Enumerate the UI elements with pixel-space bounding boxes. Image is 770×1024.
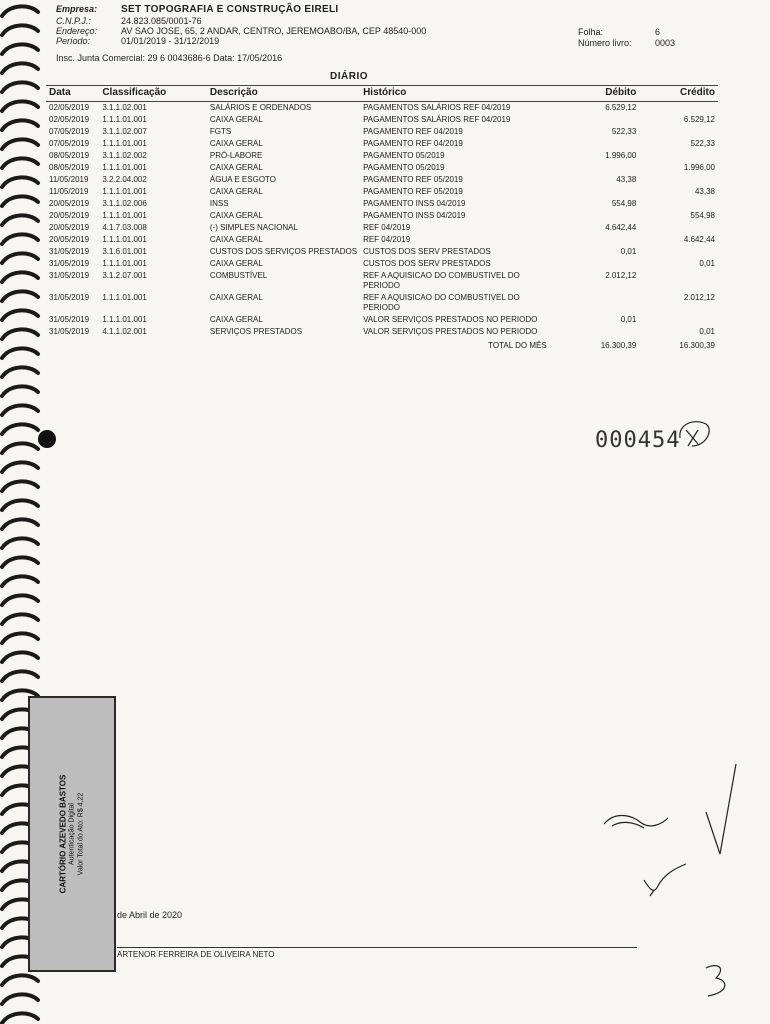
table-row (46, 210, 718, 222)
cell-historico: PAGAMENTO REF 04/2019 (363, 127, 463, 136)
junta-comercial: Insc. Junta Comercial: 29 6 0043686-6 Data: 17/05/2016 (56, 53, 283, 63)
total-credito: 16.300,39 (679, 341, 715, 350)
col-data: Data (46, 86, 99, 102)
spiral-coil (2, 405, 38, 415)
cell-classificacao: 1.1.1.01.001 (102, 293, 147, 302)
spiral-coil (2, 6, 38, 16)
cell-credito (639, 102, 718, 115)
spiral-coil (2, 63, 38, 73)
cell-descricao: CAIXA GERAL (209, 163, 263, 172)
footer-notary: ARTENOR FERREIRA DE OLIVEIRA NETO (117, 947, 637, 959)
spiral-coil (2, 481, 38, 491)
cell-historico: REF 04/2019 (363, 223, 411, 232)
cell-debito: 4.642,44 (605, 223, 637, 232)
table-row (46, 186, 718, 198)
cell-descricao: CUSTOS DOS SERVIÇOS PRESTADOS (209, 247, 358, 256)
cell-historico: REF A AQUISICAO DO COMBUSTIVEL DO PERIODO (363, 293, 520, 312)
spiral-coil (2, 614, 38, 624)
spiral-coil (2, 424, 38, 434)
cell-data: 20/05/2019 (49, 235, 90, 244)
cell-classificacao: 1.1.1.01.001 (102, 315, 147, 324)
cell-classificacao: 1.1.1.01.001 (102, 163, 147, 172)
cell-historico: PAGAMENTO INSS 04/2019 (363, 211, 466, 220)
authentication-seal-text (59, 700, 86, 968)
spiral-coil (2, 519, 38, 529)
spiral-coil (2, 500, 38, 510)
cell-descricao: FGTS (209, 127, 232, 136)
spiral-coil (2, 443, 38, 453)
cell-descricao: ÁGUA E ESGOTO (209, 175, 276, 184)
spiral-coil (2, 196, 38, 206)
cell-classificacao: 3.2.2.04.002 (102, 175, 147, 184)
cell-historico: PAGAMENTO INSS 04/2019 (363, 199, 466, 208)
spiral-coil (2, 158, 38, 168)
periodo-label: Período: (56, 36, 91, 46)
handwritten-digit-icon (700, 960, 734, 1000)
table-row (46, 150, 718, 162)
cell-debito: 6.529,12 (605, 103, 637, 112)
total-label: TOTAL DO MÊS (488, 341, 547, 350)
cell-descricao: INSS (209, 199, 229, 208)
cell-data: 11/05/2019 (49, 175, 89, 184)
cell-historico: PAGAMENTOS SALÁRIOS REF 04/2019 (363, 115, 511, 124)
livro-value: 0003 (655, 38, 676, 48)
spiral-coil (2, 595, 38, 605)
col-historico: Histórico (360, 86, 550, 102)
cell-data: 31/05/2019 (49, 271, 90, 280)
spiral-coil (2, 348, 38, 358)
cell-data: 20/05/2019 (49, 223, 90, 232)
cell-data: 31/05/2019 (49, 327, 90, 336)
periodo-value: 01/01/2019 - 31/12/2019 (121, 36, 220, 46)
pen-stroke-icon (700, 760, 740, 860)
checkmark-signature-icon (640, 860, 690, 900)
cell-historico: VALOR SERVIÇOS PRESTADOS NO PERIODO (363, 327, 538, 336)
handwritten-initials-icon (676, 416, 714, 456)
spiral-coil (2, 44, 38, 54)
cell-descricao: CAIXA GERAL (209, 187, 263, 196)
cell-descricao: PRÓ-LABORE (209, 151, 263, 160)
cell-credito (639, 246, 718, 258)
cell-debito (550, 326, 640, 338)
cell-debito (550, 234, 640, 246)
table-row (46, 222, 718, 234)
spiral-coil (2, 576, 38, 586)
cell-credito (639, 270, 718, 292)
cell-debito (550, 138, 640, 150)
table-row (46, 246, 718, 258)
spiral-coil (2, 633, 38, 643)
spiral-coil (2, 329, 38, 339)
ledger-body (46, 102, 718, 353)
cell-debito: 2.012,12 (605, 271, 637, 280)
spiral-coil (2, 671, 38, 681)
spiral-coil (2, 253, 38, 263)
table-row (46, 174, 718, 186)
cnpj-value: 24.823.085/0001-76 (121, 16, 202, 26)
company-header (56, 4, 476, 76)
cell-credito: 0,01 (699, 259, 715, 268)
spiral-coil (2, 101, 38, 111)
cell-credito (639, 222, 718, 234)
col-debito: Débito (550, 86, 640, 102)
endereco-label: Endereço: (56, 26, 98, 36)
livro-label: Número livro: (578, 38, 632, 48)
spiral-coil (2, 234, 38, 244)
spiral-coil (2, 215, 38, 225)
spiral-coil (2, 120, 38, 130)
cnpj-label: C.N.P.J.: (56, 16, 91, 26)
cell-debito: 554,98 (611, 199, 637, 208)
cell-descricao: COMBUSTÍVEL (209, 271, 268, 280)
cell-historico: CUSTOS DOS SERV PRESTADOS (363, 259, 491, 268)
cell-credito: 43,38 (694, 187, 715, 196)
cell-descricao: SERVIÇOS PRESTADOS (209, 327, 303, 336)
col-credito: Crédito (639, 86, 718, 102)
cell-data: 31/05/2019 (49, 293, 90, 302)
cell-classificacao: 4.1.7.03.008 (102, 223, 147, 232)
table-row (46, 102, 718, 115)
cell-historico: REF 04/2019 (363, 235, 411, 244)
cell-data: 31/05/2019 (49, 315, 90, 324)
cell-data: 20/05/2019 (49, 199, 90, 208)
cell-debito: 1.996,00 (605, 151, 637, 160)
spiral-coil (2, 994, 38, 1004)
cell-credito: 4.642,44 (683, 235, 715, 244)
cell-data: 02/05/2019 (49, 103, 90, 112)
cell-debito (550, 292, 640, 314)
cell-debito: 0,01 (620, 247, 637, 256)
cell-classificacao: 3.1.1.02.006 (102, 199, 147, 208)
cell-descricao: CAIXA GERAL (209, 259, 263, 268)
cell-credito: 2.012,12 (683, 293, 715, 302)
folha-value: 6 (655, 27, 661, 37)
cell-debito (550, 210, 640, 222)
cell-classificacao: 1.1.1.01.001 (102, 259, 147, 268)
cell-descricao: CAIXA GERAL (209, 139, 263, 148)
col-classificacao: Classificação (99, 86, 207, 102)
cell-credito (639, 314, 718, 326)
cell-data: 07/05/2019 (49, 127, 90, 136)
cell-historico: PAGAMENTOS SALÁRIOS REF 04/2019 (363, 103, 511, 112)
cell-debito (550, 114, 640, 126)
cell-data: 07/05/2019 (49, 139, 90, 148)
cell-credito: 6.529,12 (683, 115, 715, 124)
cell-debito (550, 162, 640, 174)
cell-historico: PAGAMENTO 05/2019 (363, 163, 445, 172)
empresa-label: Empresa: (56, 4, 98, 14)
cell-debito (550, 186, 640, 198)
cell-descricao: CAIXA GERAL (209, 293, 263, 302)
spiral-coil (2, 272, 38, 282)
cell-classificacao: 1.1.1.01.001 (102, 187, 147, 196)
cell-classificacao: 3.1.1.02.001 (102, 103, 147, 112)
table-row (46, 326, 718, 338)
cell-data: 31/05/2019 (49, 247, 90, 256)
cell-historico: PAGAMENTO 05/2019 (363, 151, 445, 160)
cell-credito (639, 150, 718, 162)
cell-credito: 554,98 (690, 211, 715, 220)
cell-classificacao: 3.1.6.01.001 (102, 247, 147, 256)
cert-line-1: Autenticação Digital (68, 803, 76, 865)
table-row (46, 292, 718, 314)
cell-classificacao: 3.1.1.02.002 (102, 151, 147, 160)
cell-descricao: CAIXA GERAL (209, 211, 263, 220)
table-row (46, 138, 718, 150)
table-row (46, 314, 718, 326)
table-row (46, 270, 718, 292)
spiral-coil (2, 291, 38, 301)
total-spacer (46, 338, 360, 352)
cell-credito: 522,33 (690, 139, 715, 148)
table-row (46, 198, 718, 210)
cell-debito: 0,01 (620, 315, 637, 324)
cell-data: 08/05/2019 (49, 151, 90, 160)
ledger-header-row (46, 86, 718, 102)
empresa-value: SET TOPOGRAFIA E CONSTRUÇÃO EIRELI (121, 4, 339, 15)
cell-descricao: (-) SIMPLES NACIONAL (209, 223, 298, 232)
cell-historico: CUSTOS DOS SERV PRESTADOS (363, 247, 491, 256)
cell-descricao: CAIXA GERAL (209, 315, 263, 324)
cell-classificacao: 4.1.1.02.001 (102, 327, 147, 336)
footer-date: de Abril de 2020 (117, 910, 183, 920)
authentication-seal (28, 696, 116, 972)
cell-credito (639, 198, 718, 210)
cell-data: 31/05/2019 (49, 259, 90, 268)
total-row (46, 338, 718, 352)
document-title: DIÁRIO (330, 71, 368, 82)
cell-data: 02/05/2019 (49, 115, 90, 124)
cell-data: 08/05/2019 (49, 163, 90, 172)
cell-classificacao: 3.1.2.07.001 (102, 271, 147, 280)
total-debito: 16.300,39 (600, 341, 637, 350)
cell-historico: PAGAMENTO REF 04/2019 (363, 139, 463, 148)
cell-debito: 522,33 (611, 127, 637, 136)
cell-credito (639, 126, 718, 138)
cert-title: CARTÓRIO AZEVEDO BASTOS (58, 774, 68, 894)
folha-info (578, 27, 718, 49)
spiral-coil (2, 975, 38, 985)
table-row (46, 114, 718, 126)
cell-classificacao: 1.1.1.01.001 (102, 139, 147, 148)
cell-debito: 43,38 (616, 175, 637, 184)
spiral-coil (2, 367, 38, 377)
cell-classificacao: 1.1.1.01.001 (102, 211, 147, 220)
cell-descricao: CAIXA GERAL (209, 235, 263, 244)
spiral-coil (2, 82, 38, 92)
col-descricao: Descrição (207, 86, 360, 102)
ledger-table (46, 85, 718, 352)
page-number-stamp: 000454 (595, 428, 681, 453)
cell-historico: PAGAMENTO REF 05/2019 (363, 187, 463, 196)
cell-descricao: SALÁRIOS E ORDENADOS (209, 103, 312, 112)
cell-classificacao: 3.1.1.02.007 (102, 127, 147, 136)
spiral-coil (2, 1013, 38, 1023)
signature-mark-icon (600, 808, 672, 834)
cert-line-2: Valor Total do Ato: R$ 4,22 (77, 792, 85, 876)
table-row (46, 162, 718, 174)
cell-historico: REF A AQUISICAO DO COMBUSTIVEL DO PERIODO (363, 271, 520, 290)
cell-debito (550, 258, 640, 270)
spiral-coil (2, 386, 38, 396)
table-row (46, 126, 718, 138)
folha-label: Folha: (578, 27, 604, 37)
spiral-coil (2, 462, 38, 472)
table-row (46, 234, 718, 246)
cell-classificacao: 1.1.1.01.001 (102, 235, 147, 244)
cell-descricao: CAIXA GERAL (209, 115, 263, 124)
table-row (46, 258, 718, 270)
cell-data: 11/05/2019 (49, 187, 89, 196)
cell-historico: PAGAMENTO REF 05/2019 (363, 175, 463, 184)
spiral-coil (2, 652, 38, 662)
spiral-coil (2, 557, 38, 567)
cell-credito: 1.996,00 (683, 163, 715, 172)
cell-historico: VALOR SERVIÇOS PRESTADOS NO PERIODO (363, 315, 538, 324)
cell-classificacao: 1.1.1.01.001 (102, 115, 147, 124)
cell-credito (639, 174, 718, 186)
cell-credito: 0,01 (699, 327, 715, 336)
spiral-coil (2, 310, 38, 320)
punch-hole (38, 430, 56, 448)
spiral-coil (2, 139, 38, 149)
spiral-coil (2, 538, 38, 548)
cell-data: 20/05/2019 (49, 211, 90, 220)
spiral-coil (2, 177, 38, 187)
spiral-coil (2, 25, 38, 35)
endereco-value: AV SAO JOSE, 65, 2 ANDAR, CENTRO, JEREMOABO/BA, CEP 48540-000 (121, 26, 427, 36)
